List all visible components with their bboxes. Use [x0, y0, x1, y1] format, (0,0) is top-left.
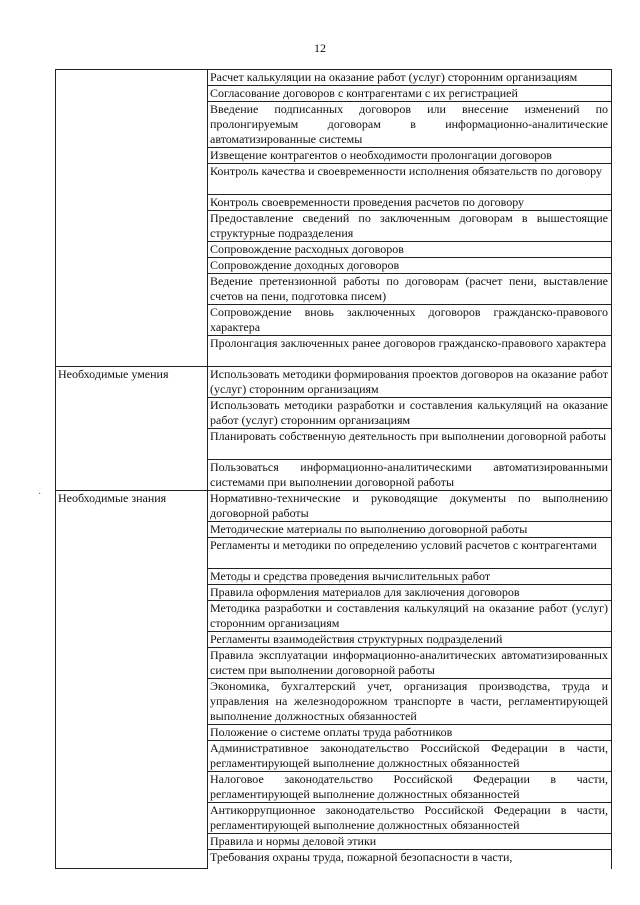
requirement-cell: Методы и средства проведения вычислительных работ [208, 569, 612, 585]
requirement-cell: Нормативно-технические и руководящие документы по выполнению договорной работы [208, 491, 612, 522]
requirement-cell: Предоставление сведений по заключенным договорам в вышестоящие структурные подразделения [208, 211, 612, 242]
margin-mark: · [38, 489, 42, 500]
requirement-cell: Правила оформления материалов для заключения договоров [208, 585, 612, 601]
requirement-cell: Административное законодательство Российской Федерации в части, регламентирующей выполнение должностных обязанностей [208, 741, 612, 772]
requirement-cell: Методика разработки и составления калькуляций на оказание работ (услуг) сторонним организациям [208, 601, 612, 632]
requirement-cell: Контроль качества и своевременности исполнения обязательств по договору [208, 164, 612, 195]
table-row [56, 70, 612, 86]
requirement-cell: Сопровождение расходных договоров [208, 242, 612, 258]
requirement-cell: Правила и нормы деловой этики [208, 834, 612, 850]
requirement-cell: Налоговое законодательство Российской Федерации в части, регламентирующей выполнение должностных обязанностей [208, 772, 612, 803]
requirement-cell: Требования охраны труда, пожарной безопасности в части, [208, 850, 612, 869]
requirement-cell: Ведение претензионной работы по договорам (расчет пени, выставление счетов на пени, подготовка писем) [208, 274, 612, 305]
requirement-cell: Регламенты взаимодействия структурных подразделений [208, 632, 612, 648]
group-label [56, 70, 208, 367]
qualification-table [55, 69, 612, 869]
requirement-cell: Извещение контрагентов о необходимости пролонгации договоров [208, 148, 612, 164]
requirement-cell: Положение о системе оплаты труда работников [208, 725, 612, 741]
requirement-cell: Регламенты и методики по определению условий расчетов с контрагентами [208, 538, 612, 569]
requirement-cell: Экономика, бухгалтерский учет, организация производства, труда и управления на железнодорожном транспорте в части, регламентирующей выполнение должностных обязанностей [208, 679, 612, 725]
table-row [56, 367, 612, 398]
requirement-cell: Антикоррупционное законодательство Российской Федерации в части, регламентирующей выполнение должностных обязанностей [208, 803, 612, 834]
requirement-cell: Использовать методики формирования проектов договоров на оказание работ (услуг) сторонним организациям [208, 367, 612, 398]
requirement-cell: Сопровождение доходных договоров [208, 258, 612, 274]
page-number: 12 [314, 41, 326, 55]
requirement-cell: Методические материалы по выполнению договорной работы [208, 522, 612, 538]
requirement-cell: Планировать собственную деятельность при выполнении договорной работы [208, 429, 612, 460]
requirement-cell: Согласование договоров с контрагентами с их регистрацией [208, 86, 612, 102]
requirement-cell: Правила эксплуатации информационно-аналитических автоматизированных систем при выполнении договорной работы [208, 648, 612, 679]
requirement-cell: Введение подписанных договоров или внесение изменений по пролонгируемым договорам в информационно-аналитические автоматизированные системы [208, 102, 612, 148]
requirement-cell: Контроль своевременности проведения расчетов по договору [208, 195, 612, 211]
requirement-cell: Сопровождение вновь заключенных договоров гражданско-правового характера [208, 305, 612, 336]
group-label: Необходимые знания [56, 491, 208, 869]
requirement-cell: Пользоваться информационно-аналитическими автоматизированными системами при выполнении договорной работы [208, 460, 612, 491]
requirement-cell: Пролонгация заключенных ранее договоров гражданско-правового характера [208, 336, 612, 367]
table-row [56, 491, 612, 522]
requirement-cell: Расчет калькуляции на оказание работ (услуг) сторонним организациям [208, 70, 612, 86]
requirement-cell: Использовать методики разработки и составления калькуляций на оказание работ (услуг) сторонним организациям [208, 398, 612, 429]
group-label: Необходимые умения [56, 367, 208, 491]
